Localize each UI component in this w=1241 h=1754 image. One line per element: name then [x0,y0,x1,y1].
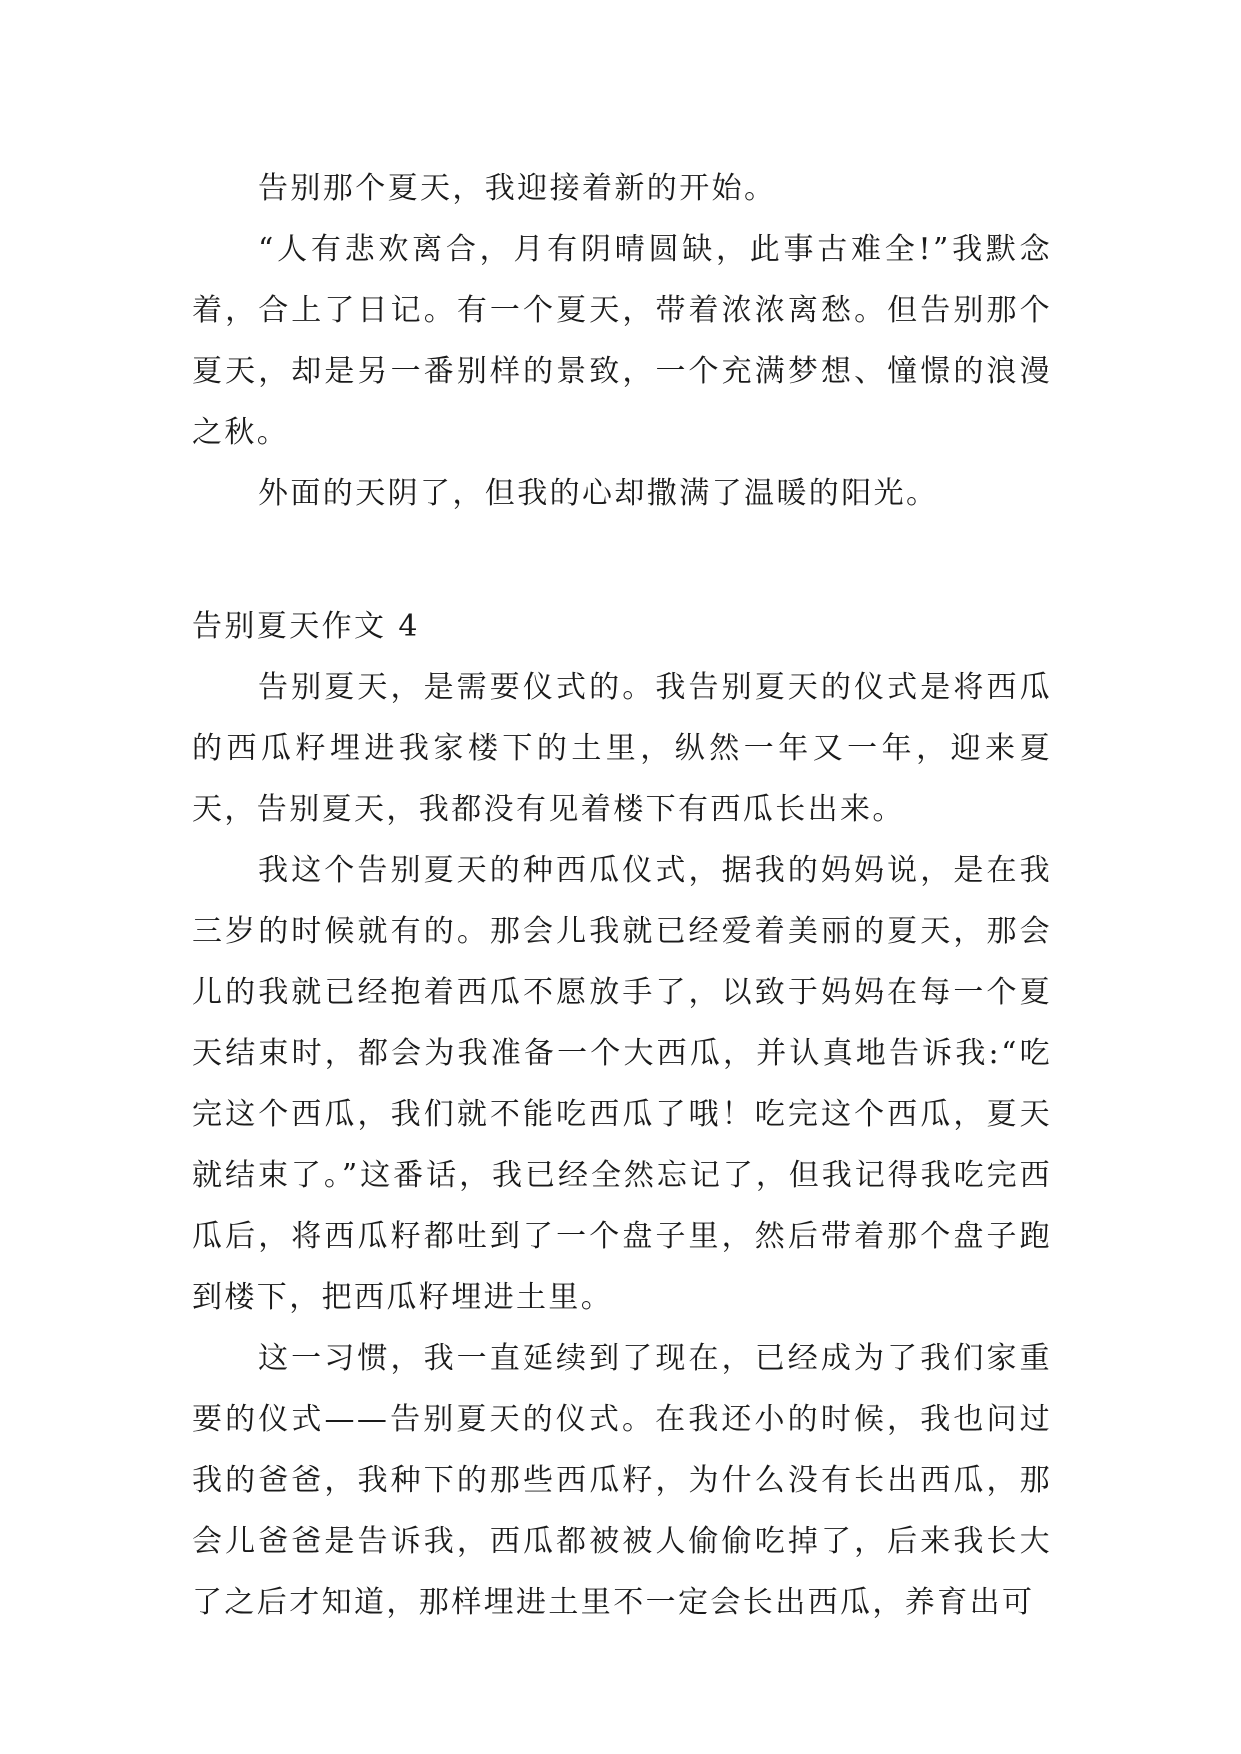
paragraph: 外面的天阴了，但我的心却撒满了温暖的阳光。 [258,476,939,511]
paragraph: 这一习惯，我一直延续到了现在，已经成为了我们家重要的仪式——告别夏天的仪式。在我还小的时候，我也问过我的爸爸，我种下的那些西瓜籽，为什么没有长出西瓜，那会儿爸爸是告诉我，西瓜都被被人偷偷吃掉了，后来我长大了之后才知道，那样埋进土里不一定会长出西瓜，养育出可 [192,1341,1052,1620]
document-body [192,158,1052,1633]
section-spacer [192,524,1052,596]
paragraph: 我这个告别夏天的种西瓜仪式，据我的妈妈说，是在我三岁的时候就有的。那会儿我就已经爱着美丽的夏天，那会儿的我就已经抱着西瓜不愿放手了，以致于妈妈在每一个夏天结束时，都会为我准备一个大西瓜，并认真地告诉我:“吃完这个西瓜，我们就不能吃西瓜了哦！吃完这个西瓜，夏天就结束了。”这番话，我已经全然忘记了，但我记得我吃完西瓜后，将西瓜籽都吐到了一个盘子里，然后带着那个盘子跑到楼下，把西瓜籽埋进土里。 [192,853,1052,1315]
paragraph: 告别夏天，是需要仪式的。我告别夏天的仪式是将西瓜的西瓜籽埋进我家楼下的土里，纵然一年又一年，迎来夏天，告别夏天，我都没有见着楼下有西瓜长出来。 [192,670,1052,827]
paragraph: 告别那个夏天，我迎接着新的开始。 [258,171,777,206]
paragraph: “人有悲欢离合，月有阴晴圆缺，此事古难全!”我默念着，合上了日记。有一个夏天，带着浓浓离愁。但告别那个夏天，却是另一番别样的景致，一个充满梦想、憧憬的浪漫之秋。 [192,232,1052,450]
section-title: 告别夏天作文 4 [192,609,420,644]
